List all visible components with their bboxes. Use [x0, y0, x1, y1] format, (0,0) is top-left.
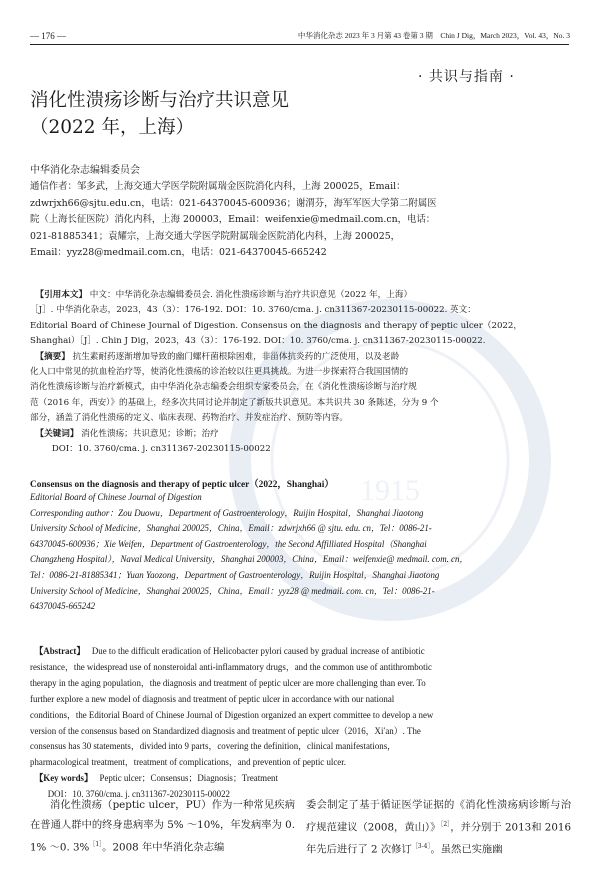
english-corresponding-line: University School of Medicine，Shanghai 200025，China，Email：yyz28 @ medmail. com. cn，Tel：0086-21- — [30, 585, 435, 596]
reference-marker[interactable]: ［2］ — [440, 821, 451, 828]
doi-line: DOI：10. 3760/cma. j. cn311367-20230115-00022 — [51, 444, 271, 455]
corresponding-line: 院（上海长征医院）消化内科，上海 200003，Email：weifenxie@medmail.com.cn，电话： — [30, 214, 436, 226]
english-corresponding-line: University School of Medicine，Shanghai 200025，China，Email：zdwrjxh66 @ sjtu. edu. cn，Tel：0086-21- — [30, 523, 432, 534]
title-line-1: 消化性溃疡诊断与治疗共识意见 — [30, 90, 290, 111]
abstract-line: 范（2016 年，西安）》的基础上，经多次共同讨论并制定了新版共识意见。本共识共 30 条陈述，分为 9 个 — [30, 397, 439, 408]
keywords-label: 【关键词】 — [35, 428, 79, 439]
section-tag: · 共识与指南 · — [418, 69, 515, 85]
english-abstract-line: consensus has 30 statements，divided into 9 parts，covering the definition，clinical manifestations， — [30, 741, 397, 752]
english-doi-line: DOI：10. 3760/cma. j. cn311367-20230115-00022 — [47, 789, 230, 800]
english-abstract-line: therapy in the aging population，the diagnosis and treatment of peptic ulcer are more challenging than ever. To — [30, 677, 426, 688]
author-block — [30, 163, 570, 261]
english-abstract-line: conditions，the Editorial Board of Chinese Journal of Digestion organized an expert committee to develop a new — [30, 709, 434, 720]
chinese-front-matter — [30, 288, 570, 457]
english-abstract — [30, 644, 570, 803]
corresponding-line: zdwrjxh66@sjtu.edu.cn，电话：021-64370045-600936；谢渭芬，海军军医大学第二附属医 — [30, 197, 437, 209]
committee-name: 中华消化杂志编辑委员会 — [30, 165, 140, 176]
english-abstract-line: 【Abstract】 Due to the difficult eradication of Helicobacter pylori caused by gradual increase of antibiotic — [34, 646, 425, 656]
english-abstract-line: resistance，the widespread use of nonsteroidal anti-inflammatory drugs，and the common use of antithrombotic — [30, 661, 432, 672]
watermark-year: 1915 — [360, 474, 420, 507]
body-right-column: 委会制定了基于循证医学证据的《消化性溃疡病诊断与治疗规范建议（2008，黄山）》$^{[2]}$，并分别于 2013和 2016 年先后进行了 2 次修订$^{[3-4]}$。虽然已实施幽 — [306, 799, 572, 856]
abstract-line: 【摘要】 抗生素耐药逐渐增加导致的幽门螺杆菌根除困难，非甾体抗炎药的广泛使用，以及老龄 — [35, 351, 400, 362]
english-keywords-line: 【Key words】 Peptic ulcer；Consensus；Diagnosis；Treatment — [34, 773, 278, 784]
citation-line: 【引用本文】 中文：中华消化杂志编辑委员会. 消化性溃疡诊断与治疗共识意见（2022 年，上海） — [35, 290, 413, 300]
page-number: — 176 — — [30, 31, 66, 41]
citation-line: ［J］. 中华消化杂志，2023，43（3）：176-192. DOI：10. 3760/cma. j. cn311367-20230115-00022. 英文： — [30, 305, 476, 316]
english-corresponding-line: Tel：0086-21-81885341；Yuan Yaozong，Department of Gastroenterology，Ruijin Hospital，Shanghai Jiaotong — [30, 569, 440, 580]
header-rule — [30, 44, 569, 45]
english-board: Editorial Board of Chinese Journal of Digestion — [30, 492, 202, 502]
english-corresponding-line: 64370045-600936；Xie Weifen，Department of Gastroenterology，the Second Affilliated Hospital（Shanghai — [30, 538, 427, 549]
citation-line: Shanghai）［J］. Chin J Dig，2023，43（3）：176-192. DOI：10. 3760/cma. j. cn311367-20230115-00022. — [30, 336, 486, 347]
english-abstract-line: version of the consensus based on Standardized diagnosis and treatment of peptic ulcer（2016，Xi′an）. The — [30, 725, 421, 736]
reference-marker[interactable]: ［1］ — [89, 841, 103, 848]
citation-line: Editorial Board of Chinese Journal of Digestion. Consensus on the diagnosis and therapy of peptic ulcer（2022， — [30, 320, 522, 331]
title-line-2: （2022 年，上海） — [30, 117, 194, 138]
english-corresponding-line: Corresponding author：Zou Duowu，Department of Gastroenterology，Ruijin Hospital，Shanghai Jiaotong — [30, 507, 424, 518]
corresponding-line: 021-81885341；袁耀宗，上海交通大学医学院附属瑞金医院消化内科，上海 200025， — [30, 230, 401, 242]
citation-label: 【引用本文】 — [35, 290, 88, 300]
english-abstract-label: 【Abstract】 — [34, 646, 86, 656]
abstract-line: 部分，涵盖了消化性溃疡的定义、临床表现、药物治疗、并发症治疗、预防等内容。 — [30, 413, 348, 424]
english-title: Consensus on the diagnosis and therapy of peptic ulcer（2022，Shanghai） — [30, 480, 334, 490]
reference-marker[interactable]: ［3-4］ — [411, 843, 431, 851]
english-author-block — [30, 490, 570, 615]
journal-citation-header: 中华消化杂志 2023 年 3 月第 43 卷第 3 期 Chin J Dig，March 2023，Vol. 43，No. 3 — [297, 31, 570, 40]
running-header — [0, 0, 596, 44]
abstract-line: 化人口中常见的抗血栓治疗等，使消化性溃疡的诊治较以往更具挑战。为进一步探索符合我国国情的 — [30, 367, 409, 378]
english-abstract-line: pharmacological treatment，treatment of complications，and prevention of peptic ulcer. — [30, 757, 346, 768]
article-title — [30, 87, 430, 141]
abstract-label: 【摘要】 — [35, 351, 70, 362]
english-abstract-line: further explore a new model of diagnosis and treatment of peptic ulcer in accordance with our national — [30, 693, 395, 704]
english-corresponding-line: 64370045-665242 — [30, 601, 96, 612]
body-left-column: 消化性溃疡（peptic ulcer，PU）作为一种常见疾病在普通人群中的终身患病率为 5% ～10%，年发病率为 0. 1% ～0. 3%$^{[1]}$。2008 年中华消化杂志编 — [30, 799, 295, 854]
keywords-line: 【关键词】 消化性溃疡；共识意见；诊断；治疗 — [35, 428, 219, 439]
english-keywords-label: 【Key words】 — [34, 773, 93, 784]
corresponding-line: Email：yyz28@medmail.com.cn，电话：021-64370045-665242 — [30, 247, 327, 259]
english-corresponding-line: Changzheng Hospital），Naval Medical University，Shanghai 200003，China，Email：weifenxie@ medmail. com. cn， — [30, 554, 469, 565]
abstract-line: 消化性溃疡诊断与治疗新模式，由中华消化杂志编委会组织专家委员会，在《消化性溃疡诊断与治疗规 — [30, 382, 417, 393]
corresponding-line: 通信作者：邹多武，上海交通大学医学院附属瑞金医院消化内科，上海 200025，Email： — [30, 181, 406, 193]
